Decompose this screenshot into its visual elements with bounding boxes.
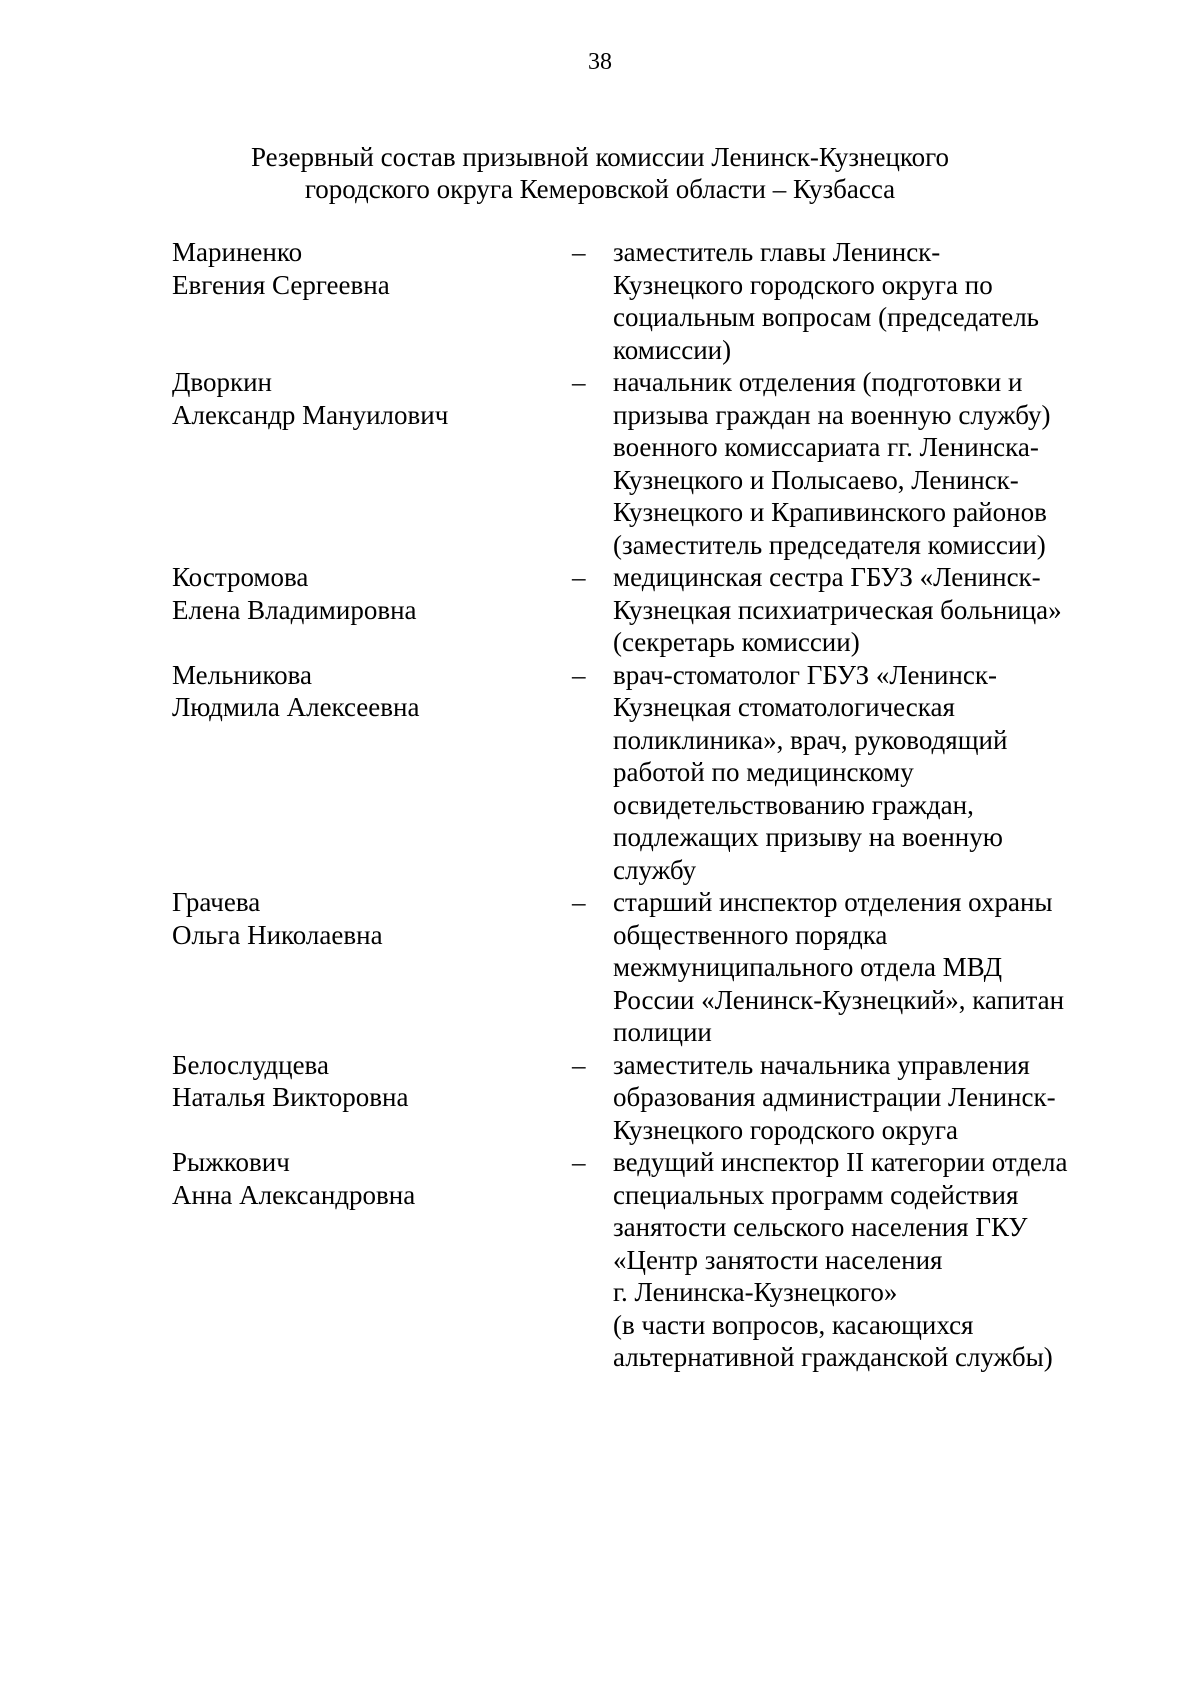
member-position-line: Кузнецкого городского округа по bbox=[613, 269, 993, 300]
member-position bbox=[613, 886, 1103, 1049]
member-position-line: призыва граждан на военную службу) bbox=[613, 399, 1051, 430]
member-given-names: Наталья Викторовна bbox=[172, 1082, 409, 1112]
member-position-line: комиссии) bbox=[613, 334, 732, 365]
member-position-line: начальник отделения (подготовки и bbox=[613, 367, 1023, 397]
member-surname: Костромова bbox=[172, 562, 309, 592]
member-position-line: России «Ленинск-Кузнецкий», капитан bbox=[613, 984, 1065, 1015]
member-position-line: полиции bbox=[613, 1017, 712, 1047]
member-position-line: занятости сельского населения ГКУ bbox=[613, 1212, 1028, 1242]
member-name bbox=[172, 1049, 552, 1114]
member-position-line: социальным вопросам (председатель bbox=[613, 302, 1039, 332]
members-list bbox=[0, 236, 1200, 1374]
member-position-line: Кузнецкого и Крапивинского районов bbox=[613, 497, 1047, 527]
member-name bbox=[172, 1146, 552, 1211]
member-name bbox=[172, 366, 552, 431]
member-position-line: Кузнецкого и Полысаево, Ленинск- bbox=[613, 464, 1019, 495]
member-surname: Грачева bbox=[172, 887, 261, 917]
member-entry bbox=[0, 236, 1200, 366]
title-line-2: городского округа Кемеровской области – Кузбасса bbox=[304, 174, 896, 204]
member-position-line: заместитель главы Ленинск- bbox=[613, 237, 941, 267]
member-position-line: врач-стоматолог ГБУЗ «Ленинск- bbox=[613, 659, 997, 690]
member-given-names: Людмила Алексеевна bbox=[172, 692, 420, 722]
member-position bbox=[613, 366, 1103, 561]
member-position-line: подлежащих призыву на военную bbox=[613, 822, 1003, 852]
member-entry bbox=[0, 366, 1200, 561]
member-position bbox=[613, 1146, 1103, 1374]
member-given-names: Александр Мануилович bbox=[172, 399, 449, 430]
member-position bbox=[613, 236, 1103, 366]
member-position-line: межмуниципального отдела МВД bbox=[613, 952, 1003, 982]
member-surname: Мариненко bbox=[172, 237, 303, 267]
member-dash: – bbox=[572, 1147, 586, 1177]
member-position-line: службу bbox=[613, 854, 697, 885]
member-entry bbox=[0, 1146, 1200, 1374]
member-position-line: альтернативной гражданской службы) bbox=[613, 1342, 1053, 1372]
member-position-line: медицинская сестра ГБУЗ «Ленинск- bbox=[613, 562, 1041, 592]
member-entry bbox=[0, 561, 1200, 659]
member-given-names: Елена Владимировна bbox=[172, 594, 417, 625]
member-position bbox=[613, 561, 1103, 659]
member-position-line: Кузнецкого городского округа bbox=[613, 1114, 958, 1145]
document-title bbox=[0, 141, 1200, 205]
member-name bbox=[172, 561, 552, 626]
member-position-line: военного комиссариата гг. Ленинска- bbox=[613, 432, 1039, 462]
member-given-names: Анна Александровна bbox=[172, 1179, 416, 1210]
member-dash: – bbox=[572, 237, 586, 267]
member-dash: – bbox=[572, 562, 586, 592]
page-number: 38 bbox=[588, 49, 612, 75]
member-position-line: общественного порядка bbox=[613, 919, 888, 950]
member-position-line: (заместитель председателя комиссии) bbox=[613, 529, 1046, 560]
member-surname: Мельникова bbox=[172, 659, 312, 690]
member-name bbox=[172, 236, 552, 301]
member-entry bbox=[0, 1049, 1200, 1147]
member-position-line: образования администрации Ленинск- bbox=[613, 1082, 1056, 1112]
member-position-line: (секретарь комиссии) bbox=[613, 627, 860, 657]
member-entry bbox=[0, 886, 1200, 1049]
member-position-line: ведущий инспектор II категории отдела bbox=[613, 1147, 1068, 1177]
member-dash: – bbox=[572, 659, 586, 690]
member-dash: – bbox=[572, 1049, 586, 1080]
member-position-line: освидетельствованию граждан, bbox=[613, 789, 974, 820]
member-given-names: Ольга Николаевна bbox=[172, 919, 383, 950]
member-position-line: поликлиника», врач, руководящий bbox=[613, 724, 1008, 755]
member-name bbox=[172, 886, 552, 951]
member-dash: – bbox=[572, 367, 586, 397]
member-dash: – bbox=[572, 887, 586, 917]
member-position-line: заместитель начальника управления bbox=[613, 1049, 1030, 1080]
member-name bbox=[172, 659, 552, 724]
member-position-line: специальных программ содействия bbox=[613, 1179, 1019, 1210]
title-line-1: Резервный состав призывной комиссии Ленинск-Кузнецкого bbox=[250, 142, 950, 172]
member-surname: Дворкин bbox=[172, 367, 272, 397]
member-position-line: (в части вопросов, касающихся bbox=[613, 1309, 974, 1340]
member-position-line: «Центр занятости населения bbox=[613, 1244, 943, 1275]
member-given-names: Евгения Сергеевна bbox=[172, 269, 390, 300]
member-position-line: Кузнецкая психиатрическая больница» bbox=[613, 594, 1062, 625]
member-position-line: работой по медицинскому bbox=[613, 757, 914, 787]
member-position bbox=[613, 659, 1103, 887]
member-surname: Белослудцева bbox=[172, 1049, 329, 1080]
member-position-line: г. Ленинска-Кузнецкого» bbox=[613, 1277, 898, 1307]
member-surname: Рыжкович bbox=[172, 1147, 290, 1177]
member-position-line: старший инспектор отделения охраны bbox=[613, 887, 1053, 917]
member-position bbox=[613, 1049, 1103, 1147]
member-entry bbox=[0, 659, 1200, 887]
member-position-line: Кузнецкая стоматологическая bbox=[613, 692, 955, 722]
